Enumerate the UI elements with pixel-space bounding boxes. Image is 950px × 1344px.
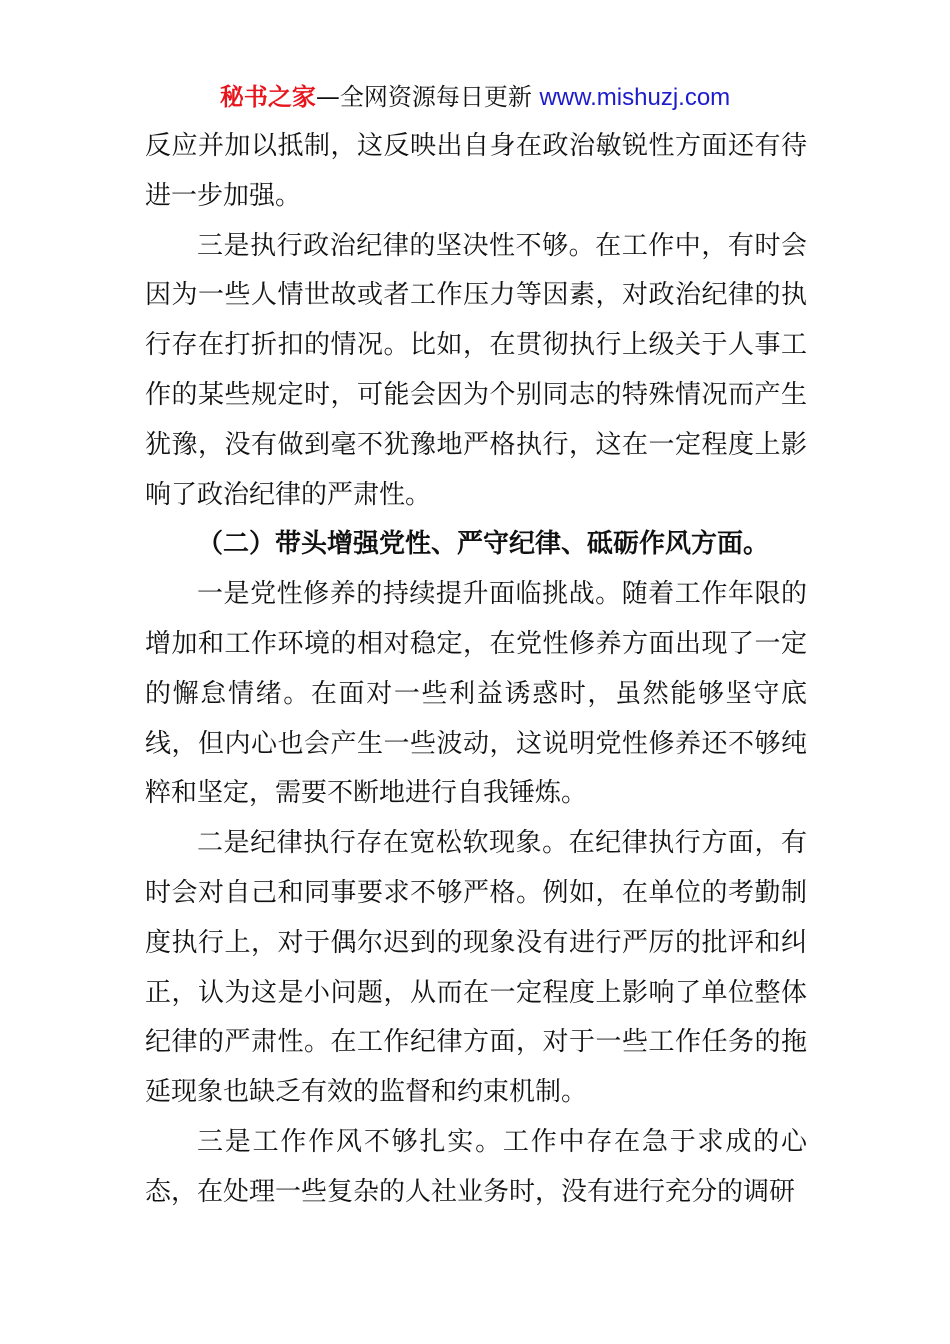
paragraph-party-spirit: 一是党性修养的持续提升面临挑战。随着工作年限的增加和工作环境的相对稳定，在党性修养方面出现了一定的懈怠情绪。在面对一些利益诱惑时，虽然能够坚守底线，但内心也会产生一些波动，这说明党性修养还不够纯粹和坚定，需要不断地进行自我锤炼。 bbox=[145, 579, 807, 809]
paragraph-work-style: 三是工作作风不够扎实。工作中存在急于求成的心态，在处理一些复杂的人社业务时，没有进行充分的调研 bbox=[145, 1126, 807, 1207]
document-body bbox=[145, 122, 807, 1218]
site-header bbox=[0, 80, 950, 115]
paragraph-political-discipline: 三是执行政治纪律的坚决性不够。在工作中，有时会因为一些人情世故或者工作压力等因素，对政治纪律的执行存在打折扣的情况。比如，在贯彻执行上级关于人事工作的某些规定时，可能会因为个别同志的特殊情况而产生犹豫，没有做到毫不犹豫地严格执行，这在一定程度上影响了政治纪律的严肃性。 bbox=[145, 230, 807, 510]
paragraph-continuation: 反应并加以抵制，这反映出自身在政治敏锐性方面还有待进一步加强。 bbox=[145, 131, 807, 211]
paragraph-discipline-execution: 二是纪律执行存在宽松软现象。在纪律执行方面，有时会对自己和同事要求不够严格。例如，在单位的考勤制度执行上，对于偶尔迟到的现象没有进行严厉的批评和纠正，认为这是小问题，从而在一定程度上影响了单位整体纪律的严肃性。在工作纪律方面，对于一些工作任务的拖延现象也缺乏有效的监督和约束机制。 bbox=[145, 828, 807, 1108]
site-url[interactable]: www.mishuzj.com bbox=[539, 84, 731, 111]
section-heading: （二）带头增强党性、严守纪律、砥砺作风方面。 bbox=[197, 529, 770, 560]
site-brand: 秘书之家 bbox=[219, 83, 316, 111]
site-tagline: —全网资源每日更新 bbox=[315, 83, 540, 111]
